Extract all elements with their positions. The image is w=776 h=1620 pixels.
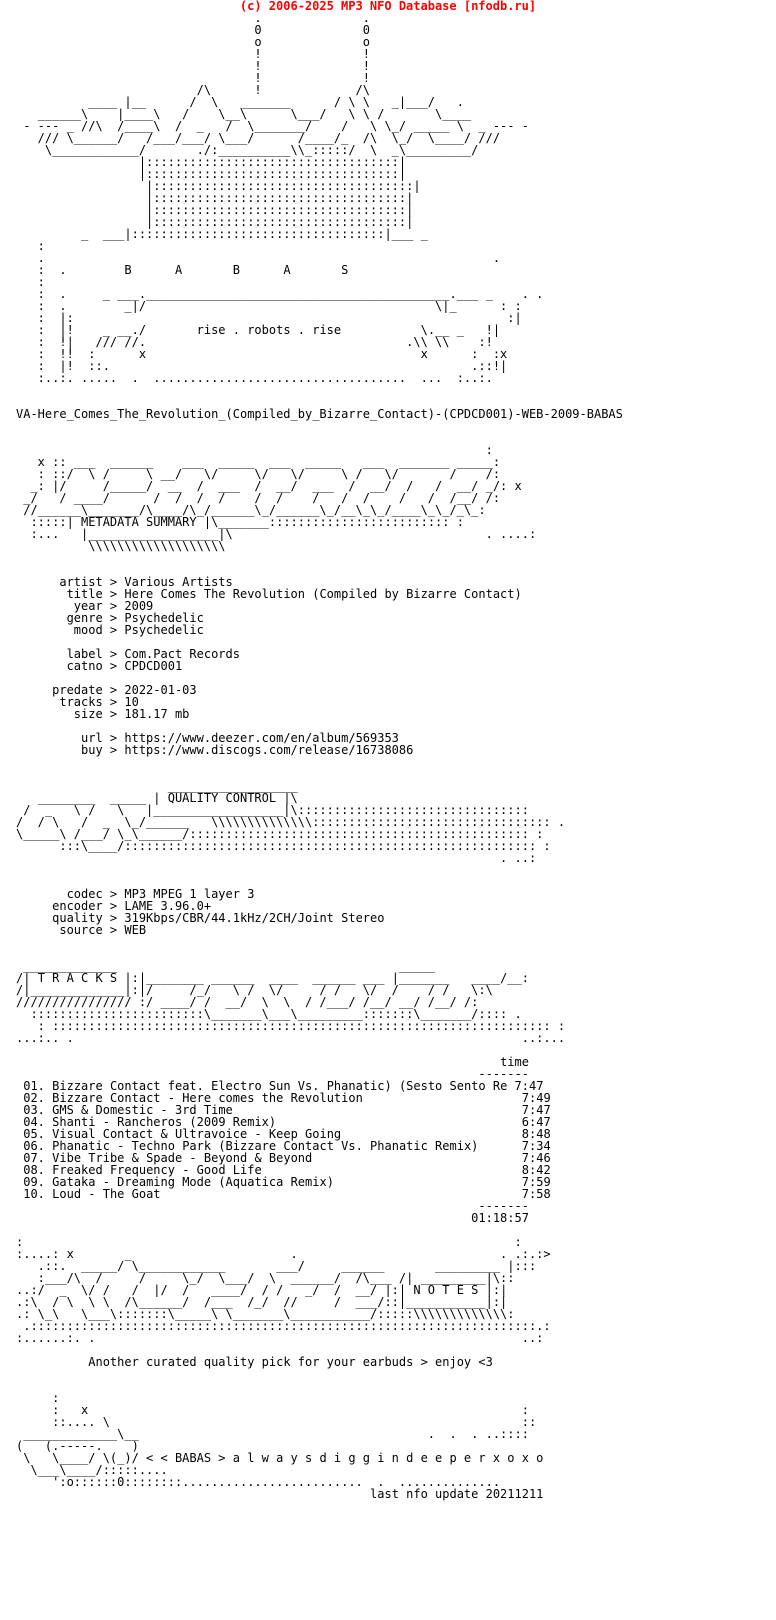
total-time: 01:18:57 (471, 1211, 529, 1225)
track-row: 03. GMS & Domestic - 3rd Time 7:47 (23, 1103, 551, 1117)
tracks-title: T R A C K S (37, 971, 118, 985)
track-row: 06. Phanatic - Techno Park (Bizzare Contact Vs. Phanatic Remix) 7:34 (23, 1139, 551, 1153)
babas-logo: . . 0 0 o o ! ! ! ! ! ! /\ ! /\ ____ |__ / \ _______ / \ \ _|___/ . ______\ |____\ / \__\ \___/ \ \ / \____ - --- _ //\ /____\ / _ / \_______/ / \ \_/ _____ \ _ --- - /// \______/ /___/___/ \___/ /____/_ /\ \_/ \____/ /// \____________/ ./:__________\\_:::::/ \ _\_________/ |:::::::::::::::::::::::::::::::::::| |:::::::::::::::::::::::::::::::::::| |::::::::::::::::::::::::::::::::::::| |:::::::::::::::::::::::::::::::::::| |:::::::::::::::::::::::::::::::::::| |:::::::::::::::::::::::::::::::::::| _ ___|:::::::::::::::::::::::::::::::::::|___ _ : . . : . B A B A S : : . _ ___.__________________________________________.___ _ . . : . _|/ \|_ : : : |: :| : |! _ __./ rise . robots . rise \.__ _ !| : !| /// //. .\\ \\ :! : !! : x x : :x : |! ::. .::!| :..:. ..... . ................................... ... :..:. (23, 11, 544, 385)
track-row: 09. Gataka - Dreaming Mode (Aquatica Remix) 7:59 (23, 1175, 551, 1189)
meta-artist: Various Artists (124, 575, 233, 589)
track-row: 07. Vibe Tribe & Spade - Beyond & Beyond 7:46 (23, 1151, 551, 1165)
qc-encoder: LAME 3.96.0+ (124, 899, 212, 913)
notes-text: Another curated quality pick for your earbuds > enjoy <3 (88, 1355, 493, 1369)
nfo-document: . . 0 0 o o ! ! ! ! ! ! /\ ! /\ ____ |__ / \ _______ / \ \ _|___/ . ______\ |____\ / \__\ \___/ \ \ / \____ - --- _ //\ /____\ / _ / \_______/ / \ \_/ _____ \ _ --- - /// \______/ /___/___/ \___/ /____/_ /\ \_/ \____/ /// \____________/ ./:__________\\_:::::/ \ _\_________/ |:::::::::::::::::::::::::::::::::::| |:::::::::::::::::::::::::::::::::::| |::::::::::::::::::::::::::::::::::::| |:::::::::::::::::::::::::::::::::::| |:::::::::::::::::::::::::::::::::::| |:::::::::::::::::::::::::::::::::::| _ ___|:::::::::::::::::::::::::::::::::::|___ _ : . . : . B A B A S : : . _ ___.__________________________________________.___ _ . . : . _|/ \|_ : : : |: :| : |! _ __./ rise . robots . rise \.__ _ !| : !| /// //. .\\ \\ :! : !! : x x : :x : |! ::. .::!| :..:. ..... . ................................... ... :..:. VA-Here_Comes_The_Revolution_(Compiled_by_Bizarre_Contact)-(CPDCD001)-WEB-2009-BABAS : x :: ___ ______ ___ _____ ___ _____ ___ _______ _____: : ::/ \ / \ __/ \/ \/ \/ \ / \/ / /: _: |/ /_____/ __ / ___ / __/ ___ / __/ / / __/ _/: x _/ / ____/ / / / / / / / / / / / /__/ /: //______\_______/\____/\_/______\_/______\_/__\_\_/____\_\_/_\_: :::::| METADATA SUMMARY |\_______::::::::::::::::::::::::: : :... |__________________|\ . ....: \\\\\\\\\\\\\\\\\\\ artist > Various Artists title > Here Comes The Revolution (Compiled by Bizarre Contact) year > 2009 genre > Psychedelic mood > Psychedelic label > Com.Pact Records catno > CPDCD001 predate > 2022-01-03 tracks > 10 size > 181.17 mb url > https://www.deezer.com/en/album/569353 buy > https://www.discogs.com/release/16738086 __________________ ________ _____ | QUALITY CONTROL |\ / _ \ / \ |__________________|\:::::::::::::::::::::::::::::::: / / \ / _ \_/______ \\\\\\\\\\\\\\::::::::::::::::::::::::::::::::: . \_____\ /___/ \_\______/::::::::::::::::::::::::::::::::::::::::::::::: : :::\____/::::::::::::::::::::::::::::::::::::::::::::::::::::::::: : . ..: codec > MP3 MPEG 1 layer 3 encoder > LAME 3.96.0+ quality > 319Kbps/CBR/44.1kHz/2CH/Joint Stereo source > WEB _____________ _____ /| T R A C K S |:|________ ______ ____ ______ ___ |_______ ____/__: /|_____________|:|/ /_/ \ / \/ / / \/ / / / \:\ //////////////// :/ ____/ / __/ \ \ / /___/ /__/ __/ /__/ /: ::::::::::::::::::::::::\_______\___\_________:::::::\_______/:::: . : ::::::::::::::::::::::::::::::::::::::::::::::::::::::::::::::::::::: : ...:.. . ..:... time ------- 01. Bizzare Contact feat. Electro Sun Vs. Phanatic) (Sesto Sento Re 7:47 02. Bizzare Contact - Here comes the Revolution 7:49 03. GMS & Domestic - 3rd Time 7:47 04. Shanti - Rancheros (2009 Remix) 6:47 05. Visual Contact & Ultravoice - Keep Going 8:48 06. Phanatic - Techno Park (Bizzare Contact Vs. Phanatic Remix) 7:34 07. Vibe Tribe & Spade - Beyond & Beyond 7:46 08. Freaked Frequency - Good Life 8:42 09. Gataka - Dreaming Mode (Aquatica Remix) 7:59 10. Loud - The Goat 7:58 ------- 01:18:57 : : :....: x _ . . .:.:> .::. _____/ \____________ ___/ ______ _________ |::: :___/\ / / \_/ \___/ \ ______/ /\___ /| _________|\:: ..:/ _ \/ / / |/ / ____/ / / _/ / __/ |:| N O T E S |:| .:\ / \ \ \ /\______/ /___ /_/ // / ___/::|___________|:| .: \_\ \___\:::::::\_____\ \_______\___________/:::::\\\\\\\\\\\\\: .::::::::::::::::::::::::::::::::::::::::::::::::::::::::::::::::::::::.: :......:. . ..: Another curated quality pick for your earbuds > enjoy <3 : : x : ::.... \ :: _____________\__ . . . ..:::: ( (.-----. ) \ \____/ \(_)/ < < BABAS > a l w a y s d i g g i n d e e p e r x o x o \___\____/:::::.... ':o::::::0::::::::......................... . .............. last nfo update 20211211 (16, 11, 623, 1501)
meta-size: 181.17 mb (124, 707, 190, 721)
meta-url[interactable]: https://www.deezer.com/en/album/569353 (124, 731, 399, 745)
quality-title: QUALITY CONTROL (167, 791, 277, 805)
meta-tracks: 10 (124, 695, 139, 709)
meta-predate: 2022-01-03 (124, 683, 197, 697)
meta-buy[interactable]: https://www.discogs.com/release/16738086 (124, 743, 414, 757)
qc-source: WEB (124, 923, 147, 937)
track-row: 02. Bizzare Contact - Here comes the Revolution 7:49 (23, 1091, 551, 1105)
track-row: 01. Bizzare Contact feat. Electro Sun Vs. Phanatic) (Sesto Sento Re 7:47 (23, 1079, 544, 1093)
track-row: 10. Loud - The Goat 7:58 (23, 1187, 551, 1201)
meta-label: Com.Pact Records (124, 647, 240, 661)
track-row: 08. Freaked Frequency - Good Life 8:42 (23, 1163, 551, 1177)
track-row: 04. Shanti - Rancheros (2009 Remix) 6:47 (23, 1115, 551, 1129)
time-header: time (500, 1055, 529, 1069)
meta-year: 2009 (124, 599, 154, 613)
metadata-title: METADATA SUMMARY (81, 515, 197, 529)
meta-genre: Psychedelic (124, 611, 204, 625)
meta-catno: CPDCD001 (124, 659, 183, 673)
meta-mood: Psychedelic (124, 623, 204, 637)
qc-codec: MP3 MPEG 1 layer 3 (124, 887, 255, 901)
last-update: last nfo update 20211211 (370, 1487, 544, 1501)
notes-title: N O T E S (413, 1283, 479, 1297)
logo-tagline: rise . robots . rise (196, 323, 342, 337)
meta-title: Here Comes The Revolution (Compiled by Bizarre Contact) (124, 587, 522, 601)
copyright-banner[interactable]: (c) 2006-2025 MP3 NFO Database [nfodb.ru] (239, 0, 537, 13)
footer-tag: < < BABAS > a l w a y s d i g g i n d e e p e r x o x o (146, 1451, 544, 1465)
qc-quality: 319Kbps/CBR/44.1kHz/2CH/Joint Stereo (124, 911, 385, 925)
group-letters: B A B A S (124, 263, 349, 277)
track-row: 05. Visual Contact & Ultravoice - Keep Going 8:48 (23, 1127, 551, 1141)
release-name: VA-Here_Comes_The_Revolution_(Compiled_by_Bizarre_Contact)-(CPDCD001)-WEB-2009-BABAS (16, 407, 623, 421)
